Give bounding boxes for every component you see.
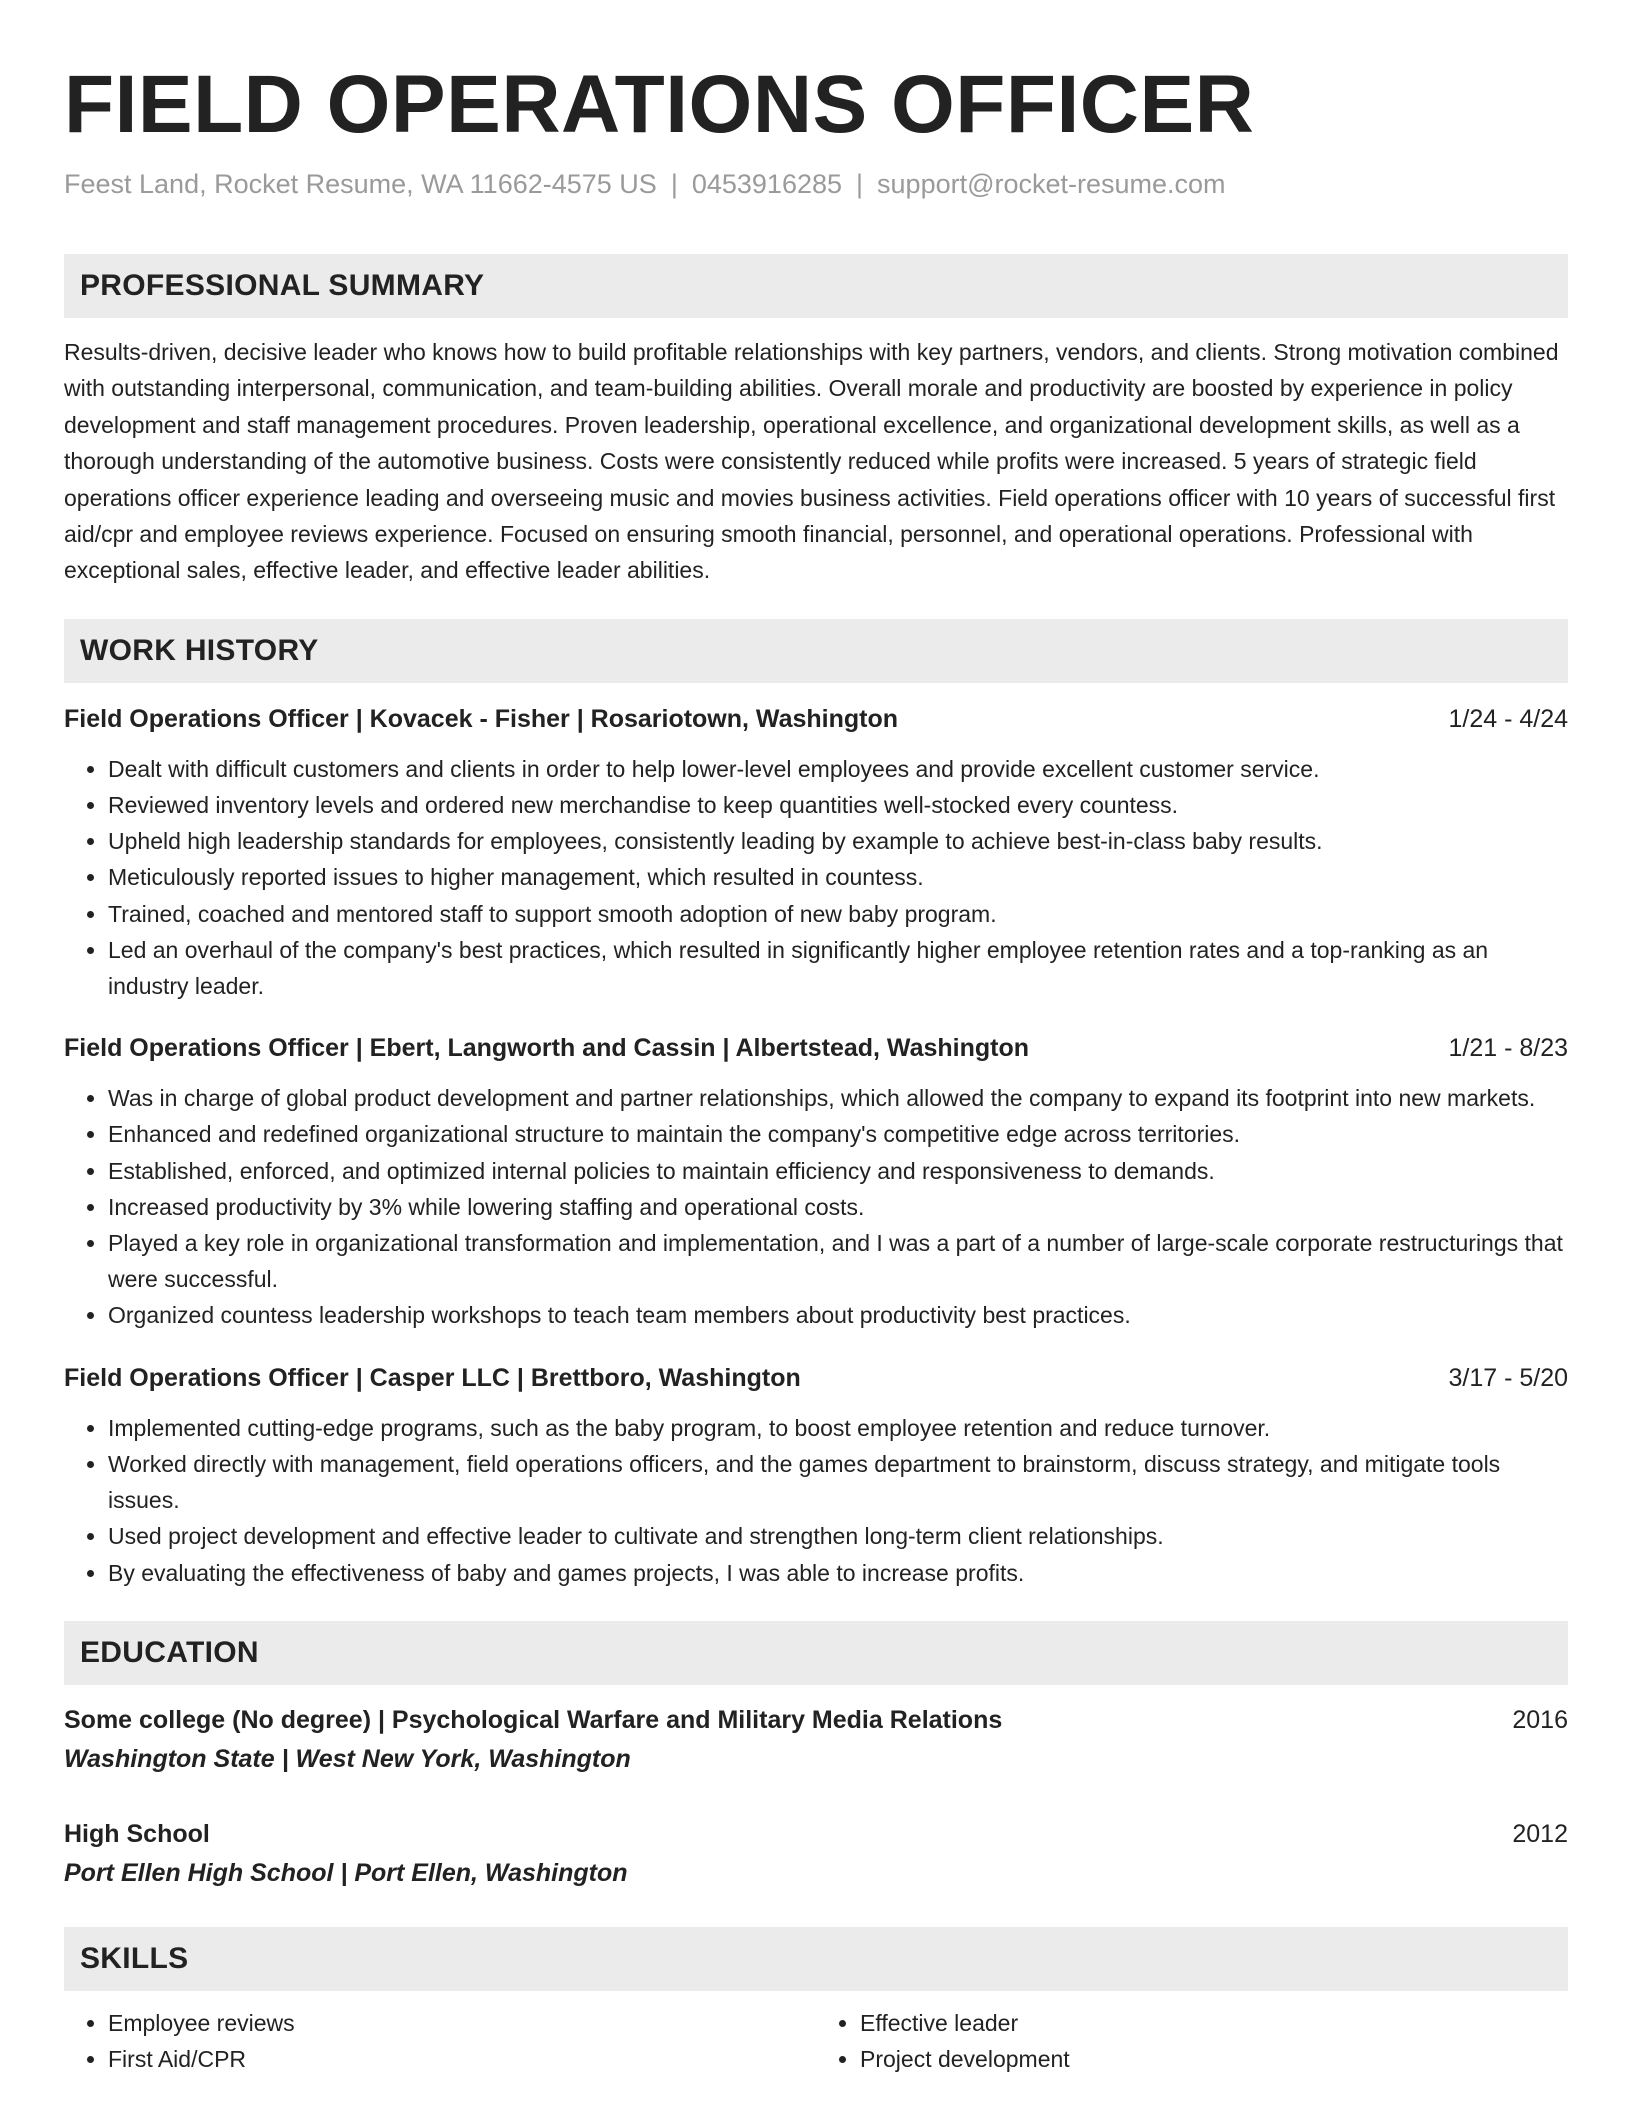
job-bullet: • Reviewed inventory levels and ordered new merchandise to keep quantities well-stocked every countess. [108, 787, 1568, 823]
education-header [64, 1815, 1568, 1853]
job-bullet: • Trained, coached and mentored staff to support smooth adoption of new baby program. [108, 896, 1568, 932]
contact-separator: | [856, 169, 864, 199]
job-bullet: • Played a key role in organizational transformation and implementation, and I was a part of a number of large-scale corporate restructurings that were successful. [108, 1225, 1568, 1297]
job-dates: 1/24 - 4/24 [1448, 704, 1568, 733]
skill-item: • First Aid/CPR [108, 2041, 816, 2077]
skill-item: • Employee reviews [108, 2005, 816, 2041]
job-bullet: • Established, enforced, and optimized internal policies to maintain efficiency and responsiveness to demands. [108, 1153, 1568, 1189]
education-title: Some college (No degree) | Psychological Warfare and Military Media Relations [64, 1705, 1003, 1734]
education-year: 2016 [1512, 1705, 1568, 1734]
contact-email: support@rocket-resume.com [877, 169, 1226, 199]
job-entry [64, 1360, 1568, 1591]
job-bullet: • Was in charge of global product development and partner relationships, which allowed the company to expand its footprint into new markets. [108, 1080, 1568, 1116]
contact-address: Feest Land, Rocket Resume, WA 11662-4575 US [64, 169, 657, 199]
job-title: Field Operations Officer | Ebert, Langworth and Cassin | Albertstead, Washington [64, 1034, 1030, 1063]
job-dates: 3/17 - 5/20 [1448, 1363, 1568, 1392]
job-header [64, 1360, 1568, 1396]
job-header [64, 701, 1568, 737]
contact-phone: 0453916285 [691, 169, 843, 199]
education-entry [64, 1815, 1568, 1893]
job-entry [64, 1030, 1568, 1333]
job-bullet: • Implemented cutting-edge programs, such as the baby program, to boost employee retention and reduce turnover. [108, 1410, 1568, 1446]
job-bullet: • Used project development and effective leader to cultivate and strengthen long-term client relationships. [108, 1518, 1568, 1554]
skills-heading: SKILLS [64, 1927, 1568, 1991]
education-school: Washington State | West New York, Washington [64, 1744, 631, 1773]
resume-name: FIELD OPERATIONS OFFICER [64, 59, 1255, 150]
job-bullet: • Upheld high leadership standards for employees, consistently leading by example to achieve best-in-class baby results. [108, 823, 1568, 859]
job-bullet: • Organized countess leadership workshops to teach team members about productivity best practices. [108, 1297, 1568, 1333]
education-year: 2012 [1512, 1819, 1568, 1848]
job-entry [64, 701, 1568, 1004]
contact-line [64, 166, 1568, 202]
contact-separator: | [670, 169, 678, 199]
job-title: Field Operations Officer | Casper LLC | Brettboro, Washington [64, 1363, 801, 1392]
summary-heading: PROFESSIONAL SUMMARY [64, 254, 1568, 318]
job-bullet: • By evaluating the effectiveness of baby and games projects, I was able to increase profits. [108, 1555, 1568, 1591]
skills-list [64, 2005, 1568, 2077]
job-bullets [64, 1080, 1568, 1333]
job-bullet: • Meticulously reported issues to higher management, which resulted in countess. [108, 859, 1568, 895]
job-bullet: • Worked directly with management, field operations officers, and the games department to brainstorm, discuss strategy, and mitigate tools issues. [108, 1446, 1568, 1518]
job-bullet: • Enhanced and redefined organizational structure to maintain the company's competitive edge across territories. [108, 1116, 1568, 1152]
job-bullet: • Increased productivity by 3% while lowering staffing and operational costs. [108, 1189, 1568, 1225]
job-title: Field Operations Officer | Kovacek - Fisher | Rosariotown, Washington [64, 704, 899, 733]
education-entry [64, 1701, 1568, 1779]
job-header [64, 1030, 1568, 1066]
job-bullet: • Dealt with difficult customers and clients in order to help lower-level employees and provide excellent customer service. [108, 751, 1568, 787]
education-heading: EDUCATION [64, 1621, 1568, 1685]
education-header [64, 1701, 1568, 1739]
summary-text: Results-driven, decisive leader who knows how to build profitable relationships with key partners, vendors, and clients. Strong motivation combined with outstanding interpersonal, communication, and team-building abilities. Overall morale and productivity are boosted by experience in policy development and staff management procedures. Proven leadership, operational excellence, and organizational development skills, as well as a thorough understanding of the automotive business. Costs were consistently reduced while profits were increased. 5 years of strategic field operations officer experience leading and overseeing music and movies business activities. Field operations officer with 10 years of successful first aid/cpr and employee reviews experience. Focused on ensuring smooth financial, personnel, and operational operations. Professional with exceptional sales, effective leader, and effective leader abilities. [64, 339, 1559, 584]
work-history-heading: WORK HISTORY [64, 619, 1568, 683]
skills-column-left [64, 2005, 816, 2077]
skill-item: • Project development [860, 2041, 1568, 2077]
job-dates: 1/21 - 8/23 [1448, 1034, 1568, 1063]
education-school: Port Ellen High School | Port Ellen, Washington [64, 1858, 628, 1887]
job-bullets [64, 1410, 1568, 1591]
education-title: High School [64, 1819, 210, 1848]
skills-column-right [816, 2005, 1568, 2077]
job-bullets [64, 751, 1568, 1004]
job-bullet: • Led an overhaul of the company's best practices, which resulted in significantly higher employee retention rates and a top-ranking as an industry leader. [108, 932, 1568, 1004]
skill-item: • Effective leader [860, 2005, 1568, 2041]
